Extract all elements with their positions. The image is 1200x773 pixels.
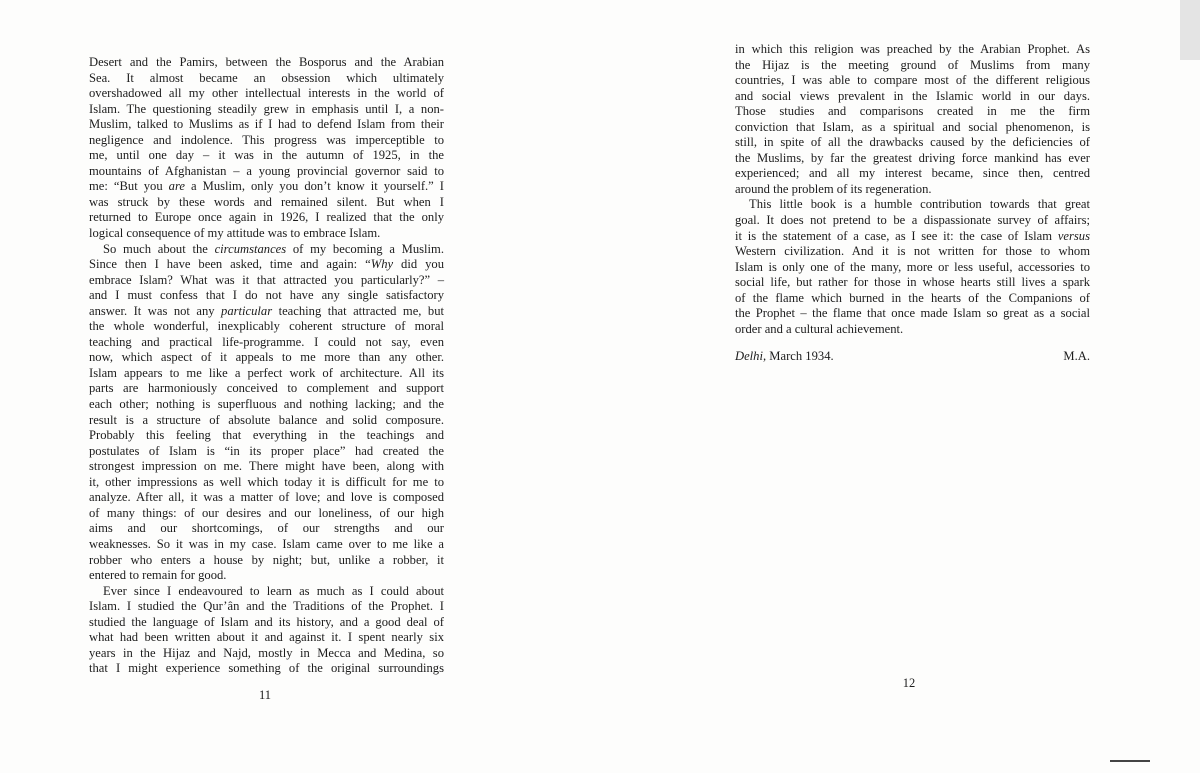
text-line: it, other impressions as well which today it is difficult for me to — [89, 474, 444, 489]
text-run: it is the statement of a case, as I see it: the case of Islam — [735, 228, 1058, 243]
scan-edge-shadow — [1180, 0, 1200, 60]
text-line — [735, 229, 1090, 245]
text-line: logical consequence of my attitude was to embrace Islam. — [89, 226, 381, 241]
text-run: a Muslim, only you don’t know it yourself.” I — [184, 179, 444, 194]
text-run: So much about the — [103, 241, 215, 256]
signoff — [735, 349, 1090, 364]
text-line: embrace Islam? What was it that attracted you particularly?” – — [89, 272, 444, 287]
signoff-initials: M.A. — [1063, 349, 1090, 363]
text-line: robber who enters a house by night; but, unlike a robber, it — [89, 552, 444, 567]
right-page — [600, 0, 1200, 773]
text-run: did you — [393, 257, 444, 272]
text-line: and social views prevalent in the Islamic world in our days. — [735, 88, 1090, 103]
signoff-place: Delhi, — [735, 349, 767, 363]
text-line: Islam is only one of the many, more or less useful, accessories to — [735, 259, 1090, 274]
text-line: years in the Hijaz and Najd, mostly in Mecca and Medina, so — [89, 645, 444, 660]
text-run: Since then I have been asked, time and again: “ — [89, 257, 371, 272]
text-line: now, which aspect of it appeals to me more than any other. — [89, 350, 444, 365]
signoff-date: March 1934. — [766, 349, 834, 363]
text-line: social life, but rather for those in whose hearts still lives a spark — [735, 275, 1090, 290]
text-line — [89, 257, 444, 273]
text-line: still, in spite of all the drawbacks caused by the deficiencies of — [735, 135, 1090, 150]
text-line: returned to Europe once again in 1926, I realized that the only — [89, 210, 444, 225]
text-line: Western civilization. And it is not written for those to whom — [735, 244, 1090, 259]
text-line: Those studies and comparisons created in me the firm — [735, 104, 1090, 119]
italic-text-run: are — [168, 179, 185, 194]
right-page-text-column — [735, 42, 1090, 337]
text-line: goal. It does not pretend to be a dispassionate survey of affairs; — [735, 213, 1090, 228]
text-line: conviction that Islam, as a spiritual and social phenomenon, is — [735, 119, 1090, 134]
text-line: mountains of Afghanistan – a young provincial governor said to — [89, 163, 444, 178]
page-number-left: 11 — [258, 688, 272, 702]
italic-text-run: particular — [221, 303, 273, 318]
text-line: and I must confess that I do not have any single satisfactory — [89, 288, 444, 303]
text-line: strongest impression on me. There might have been, along with — [89, 459, 444, 474]
text-line: negligence and indolence. This progress was imperceptible to — [89, 132, 444, 147]
text-line: postulates of Islam is “in its proper place” had created the — [89, 443, 444, 458]
text-line: parts are harmoniously conceived to complement and support — [89, 381, 444, 396]
text-line: each other; nothing is superfluous and nothing lacking; and the — [89, 397, 444, 412]
text-line: experienced; and all my interest became, since then, centred — [735, 166, 1090, 181]
text-line: was struck by these words and remained silent. But when I — [89, 194, 444, 209]
text-line: that I might experience something of the original surroundings — [89, 661, 444, 676]
text-line: Muslim, talked to Muslims as if I had to defend Islam from their — [89, 117, 444, 132]
text-line: result is a structure of absolute balance and solid composure. — [89, 412, 444, 427]
text-line: of many things: of our desires and our loneliness, of our high — [89, 505, 444, 520]
italic-text-run: Why — [370, 257, 394, 272]
text-line: order and a cultural achievement. — [735, 321, 904, 336]
text-line: the Prophet – the flame that once made Islam so great as a social — [735, 306, 1090, 321]
text-run: of my becoming a Muslim. — [286, 241, 444, 256]
text-line: Sea. It almost became an obsession which ultimately — [89, 70, 444, 85]
text-line: Desert and the Pamirs, between the Bosporus and the Arabian — [89, 55, 444, 69]
page-number-right: 12 — [902, 676, 916, 690]
italic-text-run: versus — [1057, 228, 1090, 243]
text-line: overshadowed all my other intellectual interests in the world of — [89, 86, 444, 101]
text-line: me, until one day – it was in the autumn of 1925, in the — [89, 148, 444, 163]
left-page-text-column — [89, 55, 444, 677]
text-line: of the flame which burned in the hearts of the Companions of — [735, 290, 1090, 305]
text-line: the whole wonderful, inexplicably coherent structure of moral — [89, 319, 444, 334]
text-line: in which this religion was preached by the Arabian Prophet. As — [735, 42, 1090, 56]
text-line — [89, 304, 444, 320]
italic-text-run: circumstances — [214, 241, 287, 256]
text-line: the Muslims, by far the greatest driving force mankind has ever — [735, 150, 1090, 165]
text-run: answer. It was not any — [89, 303, 222, 318]
text-line: around the problem of its regeneration. — [735, 181, 932, 196]
text-line: weaknesses. So it was in my case. Islam came over to me like a — [89, 536, 444, 551]
scan-edge-mark — [1110, 760, 1150, 762]
text-line: Islam. The questioning steadily grew in emphasis until I, a non- — [89, 101, 444, 116]
text-line: teaching and practical life-programme. I could not say, even — [89, 334, 444, 349]
text-line: analyze. After all, it was a matter of love; and love is composed — [89, 490, 444, 505]
text-line: what had been written about it and against it. I spent nearly six — [89, 630, 444, 645]
text-line: Probably this feeling that everything in the teachings and — [89, 428, 444, 443]
text-line — [89, 242, 444, 258]
text-line: aims and our shortcomings, of our strengths and our — [89, 521, 444, 536]
text-line: entered to remain for good. — [89, 568, 227, 583]
text-line: Islam appears to me like a perfect work of architecture. All its — [89, 365, 444, 380]
text-run: me: “But you — [89, 179, 169, 194]
text-line — [89, 179, 444, 195]
text-line: Islam. I studied the Qur’ân and the Traditions of the Prophet. I — [89, 599, 444, 614]
text-line: studied the language of Islam and its history, and a good deal of — [89, 614, 444, 629]
text-line: Ever since I endeavoured to learn as much as I could about — [103, 583, 444, 598]
text-run: teaching that attracted me, but — [272, 303, 444, 318]
text-line: This little book is a humble contribution towards that great — [749, 197, 1090, 212]
text-line: the Hijaz is the meeting ground of Muslims from many — [735, 57, 1090, 72]
text-line: countries, I was able to compare most of the different religious — [735, 73, 1090, 88]
